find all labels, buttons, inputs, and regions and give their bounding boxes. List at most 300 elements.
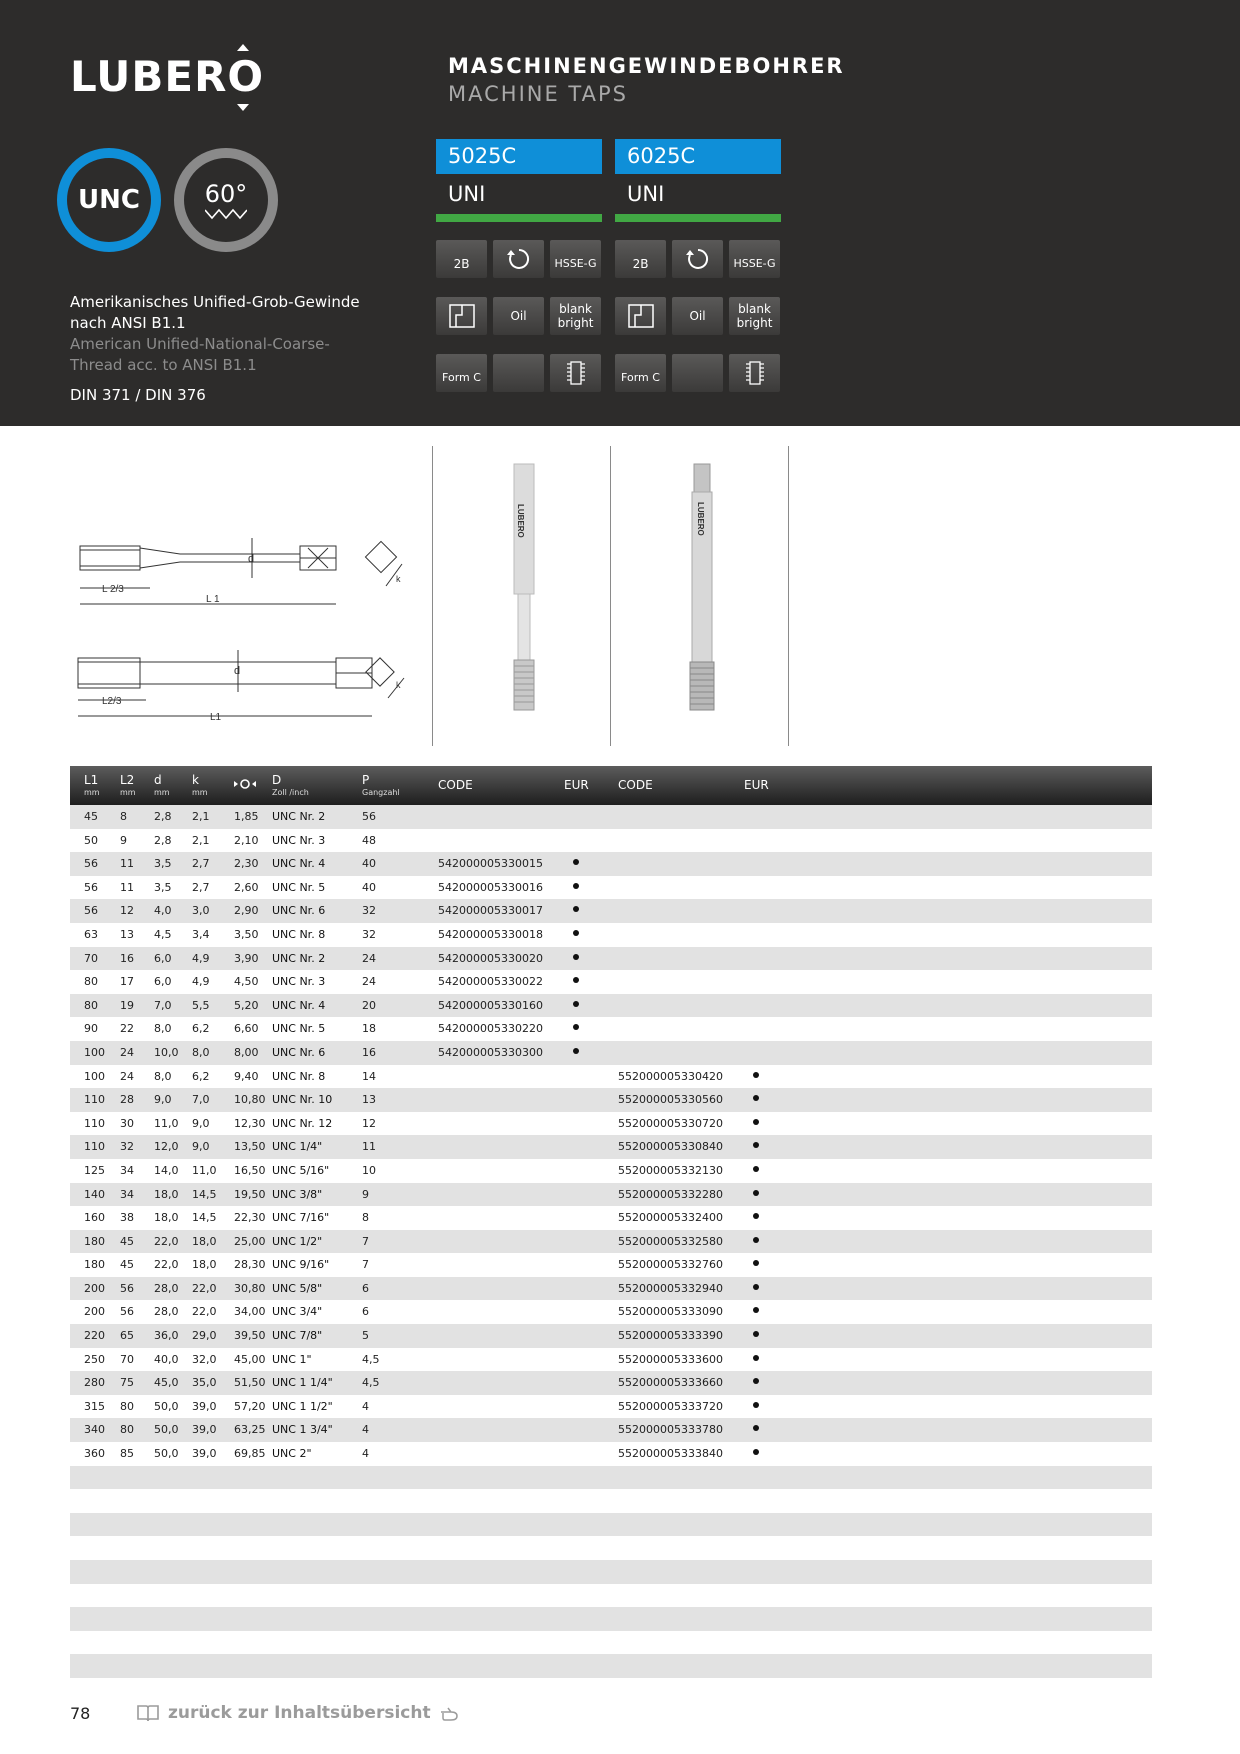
label-l23: L 2/3 [102,584,124,595]
header-eur-1: EUR [564,778,589,792]
cell-drill: 45,00 [234,1352,266,1366]
label-k2: k [396,680,401,690]
thread-profile-icon [205,208,247,220]
cell-d: 11,0 [154,1116,179,1130]
cell-k: 4,9 [192,975,210,989]
cell-drill: 2,10 [234,833,259,847]
cell-D: UNC 7/16" [272,1211,330,1225]
blank-bright-icon: blank bright [729,297,780,335]
label-l23b: L2/3 [102,696,122,707]
divider-line [432,446,433,746]
divider-line [788,446,789,746]
table-row [70,876,1152,900]
cell-d: 50,0 [154,1423,179,1437]
cell-D: UNC 5/16" [272,1163,330,1177]
divider-line [610,446,611,746]
cell-l1: 220 [84,1329,105,1343]
cell-k: 11,0 [192,1163,217,1177]
cell-k: 9,0 [192,1140,210,1154]
cell-l1: 360 [84,1447,105,1461]
cell-drill: 2,30 [234,857,259,871]
cell-l2: 70 [120,1352,134,1366]
availability-dot-6025c [753,1378,759,1384]
table-row [70,1324,1152,1348]
table-row [70,1206,1152,1230]
table-row [70,899,1152,923]
cell-p: 16 [362,1045,376,1059]
cell-d: 22,0 [154,1258,179,1272]
cell-l1: 56 [84,857,98,871]
cell-p: 11 [362,1140,376,1154]
cell-l2: 16 [120,951,134,965]
cell-l1: 110 [84,1140,105,1154]
green-bar [615,214,781,222]
cell-l2: 12 [120,904,134,918]
cell-l2: 11 [120,880,134,894]
cell-p: 6 [362,1281,369,1295]
cell-p: 32 [362,927,376,941]
cell-p: 24 [362,975,376,989]
empty-table-row [70,1466,1152,1490]
cell-l2: 19 [120,998,134,1012]
cell-d: 3,5 [154,880,172,894]
availability-dot-6025c [753,1449,759,1455]
cell-p: 18 [362,1022,376,1036]
availability-dot-5025c [573,859,579,865]
cell-d: 28,0 [154,1305,179,1319]
cell-D: UNC 1" [272,1352,312,1366]
cell-drill: 1,85 [234,810,259,823]
cell-code1: 542000005330220 [438,1022,543,1036]
cell-l1: 80 [84,998,98,1012]
cell-drill: 4,50 [234,975,259,989]
cell-D: UNC Nr. 5 [272,880,326,894]
availability-dot-6025c [753,1284,759,1290]
cell-D: UNC 1 1/4" [272,1376,333,1390]
cell-l2: 24 [120,1045,134,1059]
table-row [70,1395,1152,1419]
cell-l1: 280 [84,1376,105,1390]
cell-d: 18,0 [154,1211,179,1225]
cell-k: 7,0 [192,1093,210,1107]
cell-D: UNC Nr. 2 [272,951,326,965]
cell-D: UNC 3/4" [272,1305,323,1319]
product-code: 6025C [615,139,781,174]
cell-l1: 250 [84,1352,105,1366]
cell-drill: 2,90 [234,904,259,918]
label-l1b: L1 [210,712,222,723]
cell-k: 39,0 [192,1447,217,1461]
page-title-german: MASCHINENGEWINDEBOHRER [448,54,845,78]
cell-k: 3,0 [192,904,210,918]
table-row [70,1041,1152,1065]
cell-l2: 45 [120,1234,134,1248]
cell-code2: 552000005333660 [618,1376,723,1390]
cell-l1: 140 [84,1187,105,1201]
technical-drawings [70,444,790,744]
cell-l2: 65 [120,1329,134,1343]
cell-l1: 200 [84,1281,105,1295]
empty-table-row [70,1489,1152,1513]
logo-o-mark: O [227,52,264,101]
cell-code2: 552000005333600 [618,1352,723,1366]
cell-drill: 8,00 [234,1045,259,1059]
table-row [70,852,1152,876]
empty-table-row [70,1654,1152,1678]
cell-p: 24 [362,951,376,965]
cell-d: 4,0 [154,904,172,918]
cell-d: 7,0 [154,998,172,1012]
cell-k: 2,1 [192,810,210,823]
cell-p: 20 [362,998,376,1012]
cell-l1: 50 [84,833,98,847]
empty-table-row [70,1560,1152,1584]
cell-drill: 9,40 [234,1069,259,1083]
rotation-icon [493,240,544,278]
cell-drill: 3,90 [234,951,259,965]
cell-d: 2,8 [154,833,172,847]
cell-drill: 57,20 [234,1399,266,1413]
cell-l1: 63 [84,927,98,941]
header-l1: L1 mm [84,773,100,797]
cell-p: 40 [362,880,376,894]
availability-dot-6025c [753,1213,759,1219]
header-code-1: CODE [438,778,473,792]
cell-D: UNC 1/4" [272,1140,323,1154]
cell-l2: 30 [120,1116,134,1130]
cell-d: 2,8 [154,810,172,823]
cell-code1: 542000005330160 [438,998,543,1012]
product-column-6025c [615,139,781,392]
table-row [70,1418,1152,1442]
table-row [70,1088,1152,1112]
cell-l2: 80 [120,1399,134,1413]
cell-k: 4,9 [192,951,210,965]
cell-code2: 552000005330560 [618,1093,723,1107]
product-type: UNI [627,182,665,206]
cell-k: 2,7 [192,857,210,871]
back-link-label[interactable]: zurück zur Inhaltsübersicht [168,1703,431,1723]
cell-D: UNC 1/2" [272,1234,323,1248]
cell-p: 9 [362,1187,369,1201]
cell-drill: 2,60 [234,880,259,894]
cell-l2: 56 [120,1281,134,1295]
material-hsse-icon: HSSE-G [550,240,601,278]
availability-dot-6025c [753,1307,759,1313]
tap-photo-5025c [514,464,534,710]
cell-code2: 552000005330720 [618,1116,723,1130]
cell-d: 22,0 [154,1234,179,1248]
empty-table-row [70,1631,1152,1655]
cell-drill: 34,00 [234,1305,266,1319]
table-row [70,1183,1152,1207]
cell-l2: 34 [120,1187,134,1201]
table-row [70,1112,1152,1136]
cell-D: UNC 2" [272,1447,312,1461]
tolerance-2b-icon: 2B [615,240,666,278]
cell-l2: 32 [120,1140,134,1154]
cell-code1: 542000005330016 [438,880,543,894]
feature-icons [436,240,602,392]
cell-drill: 13,50 [234,1140,266,1154]
cell-l1: 160 [84,1211,105,1225]
table-row [70,947,1152,971]
description-english: American Unified-National-Coarse-Thread acc. to ANSI B1.1 [70,335,330,374]
feature-icons [615,240,781,392]
cell-d: 50,0 [154,1399,179,1413]
table-row [70,805,1152,829]
logo-text: LUBERO [70,52,264,101]
cell-D: UNC Nr. 10 [272,1093,333,1107]
cell-D: UNC Nr. 5 [272,1022,326,1036]
table-row [70,1442,1152,1466]
oil-icon: Oil [493,297,544,335]
cell-code2: 552000005333840 [618,1447,723,1461]
cell-k: 22,0 [192,1305,217,1319]
cell-k: 2,7 [192,880,210,894]
table-row [70,1348,1152,1372]
pointing-hand-icon [439,1704,461,1722]
cell-D: UNC Nr. 4 [272,857,326,871]
product-type: UNI [448,182,486,206]
cell-k: 35,0 [192,1376,217,1390]
cell-d: 28,0 [154,1281,179,1295]
availability-dot-5025c [573,977,579,983]
header-D: D Zoll /inch [272,773,309,797]
cell-l1: 315 [84,1399,105,1413]
table-body [70,805,1152,1678]
cell-p: 7 [362,1258,369,1272]
cell-drill: 25,00 [234,1234,266,1248]
cell-p: 5 [362,1329,369,1343]
cell-l1: 45 [84,810,98,823]
cell-drill: 63,25 [234,1423,266,1437]
cell-D: UNC Nr. 6 [272,1045,326,1059]
back-to-contents-link[interactable] [136,1703,461,1723]
availability-dot-6025c [753,1331,759,1337]
cell-p: 7 [362,1234,369,1248]
cell-code2: 552000005330420 [618,1069,723,1083]
availability-dot-6025c [753,1237,759,1243]
cell-l2: 85 [120,1447,134,1461]
table-row [70,1300,1152,1324]
availability-dot-5025c [573,1048,579,1054]
cell-code1: 542000005330015 [438,857,543,871]
empty-table-row [70,1536,1152,1560]
empty-table-row [70,1513,1152,1537]
cell-code1: 542000005330300 [438,1045,543,1059]
cell-d: 50,0 [154,1447,179,1461]
cell-code2: 552000005333720 [618,1399,723,1413]
cell-d: 4,5 [154,927,172,941]
cell-l2: 22 [120,1022,134,1036]
blank-bright-icon: blank bright [550,297,601,335]
cell-code2: 552000005332940 [618,1281,723,1295]
cell-l1: 180 [84,1234,105,1248]
product-column-5025c [436,139,602,392]
availability-dot-6025c [753,1355,759,1361]
cell-l2: 9 [120,833,127,847]
cell-d: 40,0 [154,1352,179,1366]
material-hsse-icon: HSSE-G [729,240,780,278]
cell-d: 14,0 [154,1163,179,1177]
cell-d: 36,0 [154,1329,179,1343]
thread-angle-badge [174,148,278,252]
cell-D: UNC Nr. 2 [272,810,326,823]
table-row [70,1135,1152,1159]
cell-d: 6,0 [154,951,172,965]
cell-p: 40 [362,857,376,871]
cell-d: 10,0 [154,1045,179,1059]
table-row [70,923,1152,947]
thread-icon [550,354,601,392]
cell-d: 18,0 [154,1187,179,1201]
cell-drill: 16,50 [234,1163,266,1177]
table-row [70,1253,1152,1277]
cell-drill: 39,50 [234,1329,266,1343]
cell-p: 10 [362,1163,376,1177]
cell-l1: 80 [84,975,98,989]
cell-drill: 12,30 [234,1116,266,1130]
cell-D: UNC Nr. 12 [272,1116,333,1130]
cell-p: 56 [362,810,376,823]
cell-k: 6,2 [192,1022,210,1036]
drill-size-icon [234,778,256,793]
cell-l1: 110 [84,1093,105,1107]
page-number: 78 [70,1704,91,1723]
cell-p: 4 [362,1399,369,1413]
cell-p: 8 [362,1211,369,1225]
header-l2: L2 mm [120,773,136,797]
description-german: Amerikanisches Unified-Grob-Gewinde nach ANSI B1.1 [70,293,360,332]
cell-p: 32 [362,904,376,918]
cell-k: 5,5 [192,998,210,1012]
cell-drill: 19,50 [234,1187,266,1201]
cell-p: 6 [362,1305,369,1319]
cell-k: 9,0 [192,1116,210,1130]
cell-drill: 3,50 [234,927,259,941]
cell-k: 39,0 [192,1423,217,1437]
label-k: k [396,574,401,584]
header-P: P Gangzahl [362,773,400,797]
cell-l1: 110 [84,1116,105,1130]
cell-code1: 542000005330018 [438,927,543,941]
cell-l2: 56 [120,1305,134,1319]
cell-l2: 11 [120,857,134,871]
header-eur-2: EUR [744,778,769,792]
unc-badge [57,148,161,252]
photo-brand-2: LUBERO [696,502,705,536]
cell-d: 45,0 [154,1376,179,1390]
cell-l1: 100 [84,1069,105,1083]
cell-l2: 45 [120,1258,134,1272]
blank-icon [672,354,723,392]
cell-D: UNC 1 3/4" [272,1423,333,1437]
availability-dot-6025c [753,1166,759,1172]
table-row [70,1277,1152,1301]
cell-D: UNC Nr. 8 [272,1069,326,1083]
cell-l2: 8 [120,810,127,823]
page-title-english: MACHINE TAPS [448,82,628,106]
cell-d: 3,5 [154,857,172,871]
form-icon [436,297,487,335]
cell-drill: 5,20 [234,998,259,1012]
cell-D: UNC 7/8" [272,1329,323,1343]
availability-dot-5025c [573,906,579,912]
availability-dot-5025c [573,883,579,889]
cell-k: 32,0 [192,1352,217,1366]
cell-l2: 38 [120,1211,134,1225]
form-c-icon: Form C [615,354,666,392]
cell-D: UNC Nr. 4 [272,998,326,1012]
availability-dot-6025c [753,1190,759,1196]
cell-k: 3,4 [192,927,210,941]
cell-D: UNC Nr. 8 [272,927,326,941]
table-row [70,1065,1152,1089]
table-header [70,766,1152,805]
availability-dot-5025c [573,1024,579,1030]
availability-dot-6025c [753,1142,759,1148]
header-band [0,0,1240,426]
cell-l1: 180 [84,1258,105,1272]
cell-l2: 80 [120,1423,134,1437]
availability-dot-6025c [753,1260,759,1266]
cell-code1: 542000005330022 [438,975,543,989]
table-row [70,1230,1152,1254]
cell-code2: 552000005332280 [618,1187,723,1201]
cell-l1: 100 [84,1045,105,1059]
cell-drill: 22,30 [234,1211,266,1225]
cell-k: 8,0 [192,1045,210,1059]
empty-table-row [70,1584,1152,1608]
cell-l1: 56 [84,904,98,918]
cell-k: 14,5 [192,1187,217,1201]
lubero-logo [70,52,264,101]
cell-D: UNC 3/8" [272,1187,323,1201]
dimension-table [70,766,1152,1678]
cell-D: UNC 9/16" [272,1258,330,1272]
cell-k: 18,0 [192,1234,217,1248]
availability-dot-5025c [573,1001,579,1007]
cell-k: 29,0 [192,1329,217,1343]
thread-icon [729,354,780,392]
cell-code2: 552000005332400 [618,1211,723,1225]
cell-code2: 552000005332580 [618,1234,723,1248]
table-row [70,1159,1152,1183]
cell-p: 13 [362,1093,376,1107]
green-bar [436,214,602,222]
cell-drill: 10,80 [234,1093,266,1107]
cell-drill: 69,85 [234,1447,266,1461]
photo-brand-1: LUBERO [516,504,525,538]
cell-p: 48 [362,833,376,847]
cell-p: 12 [362,1116,376,1130]
cell-d: 6,0 [154,975,172,989]
tap-drawing-form1 [80,538,402,604]
cell-code2: 552000005333390 [618,1329,723,1343]
cell-code2: 552000005332760 [618,1258,723,1272]
cell-l2: 28 [120,1093,134,1107]
table-row [70,829,1152,853]
form-icon [615,297,666,335]
book-icon [136,1703,160,1723]
table-row [70,994,1152,1018]
cell-D: UNC Nr. 6 [272,904,326,918]
cell-d: 9,0 [154,1093,172,1107]
cell-k: 18,0 [192,1258,217,1272]
cell-d: 12,0 [154,1140,179,1154]
cell-p: 4,5 [362,1376,380,1390]
